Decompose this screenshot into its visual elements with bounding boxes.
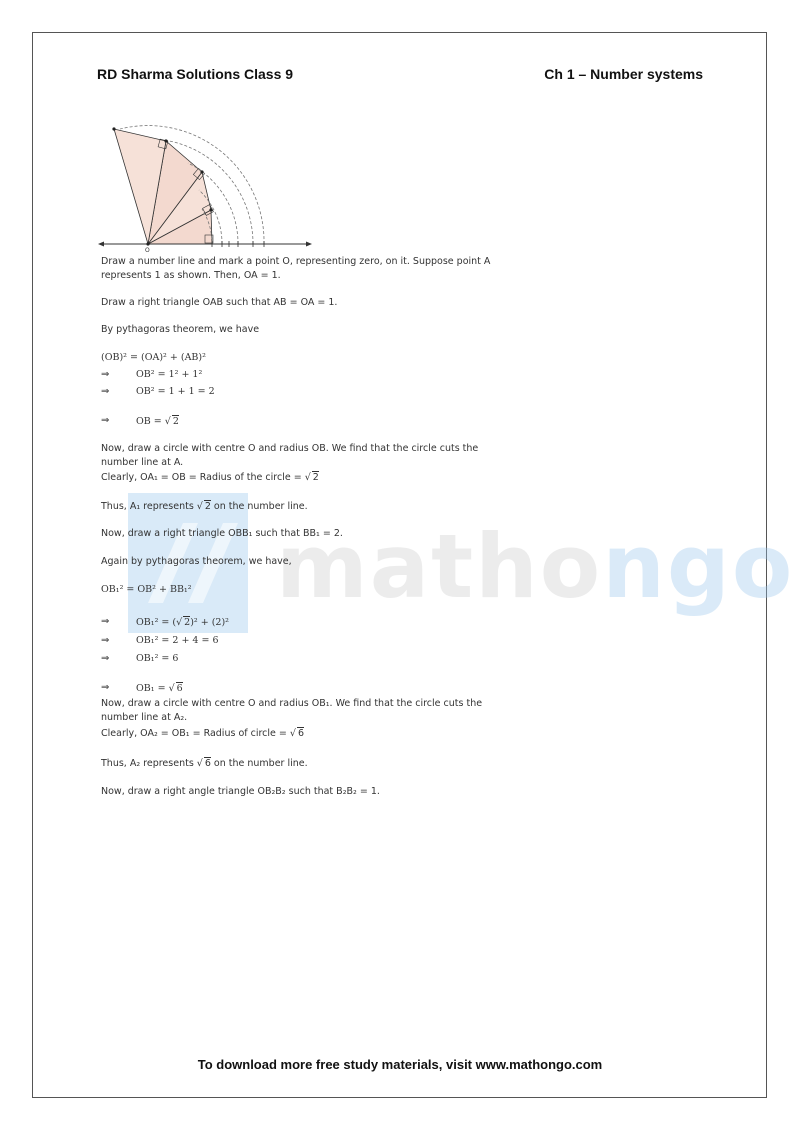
equation-9: OB₁ = √ 6 [136,683,183,694]
para-1-line-1: Draw a number line and mark a point O, representing zero, on it. Suppose point A [101,256,491,267]
para-6: Thus, A₁ represents √ 2 on the number line. [101,501,308,512]
watermark-text: mathongo [276,515,795,618]
para-2: Draw a right triangle OAB such that AB = OA = 1. [101,297,338,308]
para-4-line-1: Now, draw a circle with centre O and radius OB. We find that the circle cuts the [101,443,479,454]
header-title: RD Sharma Solutions Class 9 [97,66,294,82]
equation-2: OB² = 1² + 1² [136,369,203,380]
para-7: Now, draw a right triangle OBB₁ such that BB₁ = 2. [101,528,343,539]
para-4-line-2: number line at A. [101,457,184,468]
implies-icon: ⇒ [101,369,110,380]
implies-icon: ⇒ [101,386,110,397]
para-11: Thus, A₂ represents √ 6 on the number line. [101,758,308,769]
para-9-line-2: number line at A₂. [101,712,188,723]
equation-1: (OB)² = (OA)² + (AB)² [101,352,206,363]
equation-5: OB₁² = OB² + BB₁² [101,584,192,595]
para-10: Clearly, OA₂ = OB₁ = Radius of circle = √ 6 [101,728,304,739]
implies-icon: ⇒ [101,653,110,664]
origin-label: O [145,247,150,254]
para-8: Again by pythagoras theorem, we have, [101,556,292,567]
square-root-spiral-diagram [98,118,313,256]
para-5: Clearly, OA₁ = OB = Radius of the circle = √ 2 [101,472,319,483]
equation-4: OB = √ 2 [136,416,179,427]
footer-note: To download more free study materials, visit www.mathongo.com [197,1057,603,1072]
implies-icon: ⇒ [101,635,110,646]
para-9-line-1: Now, draw a circle with centre O and radius OB₁. We find that the circle cuts the [101,698,483,709]
equation-8: OB₁² = 6 [136,653,179,664]
equation-3: OB² = 1 + 1 = 2 [136,386,215,397]
implies-icon: ⇒ [101,415,110,426]
implies-icon: ⇒ [101,616,110,627]
equation-7: OB₁² = 2 + 4 = 6 [136,635,219,646]
implies-icon: ⇒ [101,682,110,693]
para-12: Now, draw a right angle triangle OB₂B₂ such that B₂B₂ = 1. [101,786,380,797]
para-3: By pythagoras theorem, we have [101,324,260,335]
equation-6: OB₁² = (√ 2)² + (2)² [136,617,229,628]
para-1-line-2: represents 1 as shown. Then, OA = 1. [101,270,281,281]
header-chapter: Ch 1 – Number systems [544,66,703,82]
